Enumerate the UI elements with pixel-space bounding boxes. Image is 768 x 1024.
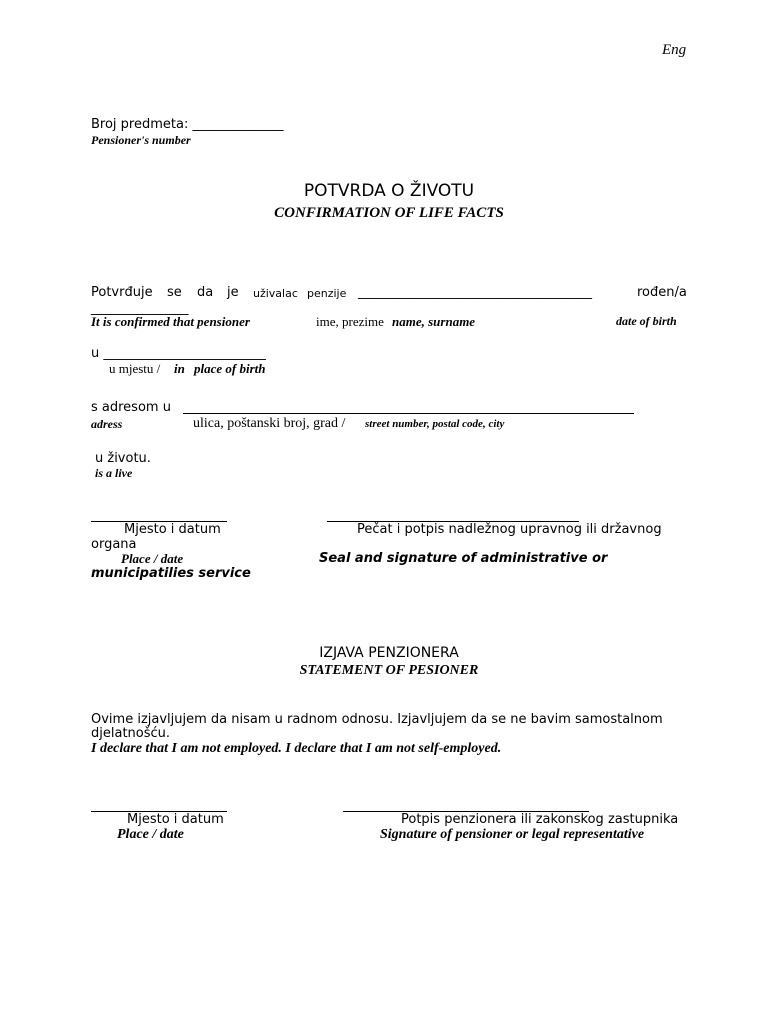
confirm-word-4: je xyxy=(227,285,239,300)
birth-date-label-en: date of birth xyxy=(616,314,677,328)
statement-title-en: STATEMENT OF PESIONER xyxy=(299,663,479,678)
place-date-label-en: Place / date xyxy=(121,551,184,566)
confirm-label-en: It is confirmed that pensioner xyxy=(91,314,250,329)
birth-date-field: _______________ xyxy=(91,301,189,316)
statement-title: IZJAVA PENZIONERA xyxy=(319,645,459,661)
address-desc-en: street number, postal code, city xyxy=(365,418,505,430)
place-date-label-en-2: Place / date xyxy=(117,827,184,842)
confirm-word-3: da xyxy=(197,285,214,300)
statement-text-cont: djelatnošću. xyxy=(91,726,171,741)
statement-text: Ovime izjavljujem da nisam u radnom odnosu. Izjavljujem da se ne bavim samostalnom xyxy=(91,712,663,727)
page-title: POTVRDA O ŽIVOTU xyxy=(303,181,475,201)
alive-label: u životu. xyxy=(95,451,151,466)
address-field-line xyxy=(183,413,634,414)
statement-text-en: I declare that I am not employed. I declare that I am not self-employed. xyxy=(91,741,502,756)
pensioner-signature-label-en: Signature of pensioner or legal representative xyxy=(380,827,645,842)
birth-place-field: u _________________________ xyxy=(91,346,266,361)
birth-place-in: in xyxy=(174,361,185,376)
name-label: ime, prezime xyxy=(316,314,384,329)
seal-label: Pečat i potpis nadležnog upravnog ili državnog xyxy=(357,522,662,537)
seal-label-cont: organa xyxy=(91,537,137,552)
language-label: Eng xyxy=(662,42,687,58)
address-label: s adresom u xyxy=(91,400,171,415)
born-label: rođen/a xyxy=(637,285,687,300)
place-date-label-2: Mjesto i datum xyxy=(127,812,224,827)
seal-label-en-cont: municipatilies service xyxy=(91,566,251,581)
address-label-en: adress xyxy=(91,417,123,431)
confirm-word-2: se xyxy=(167,285,182,300)
case-number-label: Broj predmeta: ______________ xyxy=(91,117,284,132)
place-date-label: Mjesto i datum xyxy=(124,522,221,537)
confirm-word-1: Potvrđuje xyxy=(91,285,153,300)
seal-label-en: Seal and signature of administrative or xyxy=(319,551,608,566)
pension-label-small: penzije xyxy=(307,287,347,300)
pensioner-label-small: uživalac xyxy=(253,287,298,300)
pensioner-name-field: ____________________________________ xyxy=(358,285,592,300)
birth-place-label: u mjestu / xyxy=(109,361,161,376)
case-number-label-en: Pensioner's number xyxy=(91,133,191,147)
name-label-en: name, surname xyxy=(392,314,476,329)
page-subtitle: CONFIRMATION OF LIFE FACTS xyxy=(274,205,504,221)
address-desc: ulica, poštanski broj, grad / xyxy=(193,416,346,431)
pensioner-signature-label: Potpis penzionera ili zakonskog zastupnika xyxy=(401,812,679,827)
alive-label-en: is a live xyxy=(95,466,133,480)
birth-place-label-en: place of birth xyxy=(194,361,266,376)
